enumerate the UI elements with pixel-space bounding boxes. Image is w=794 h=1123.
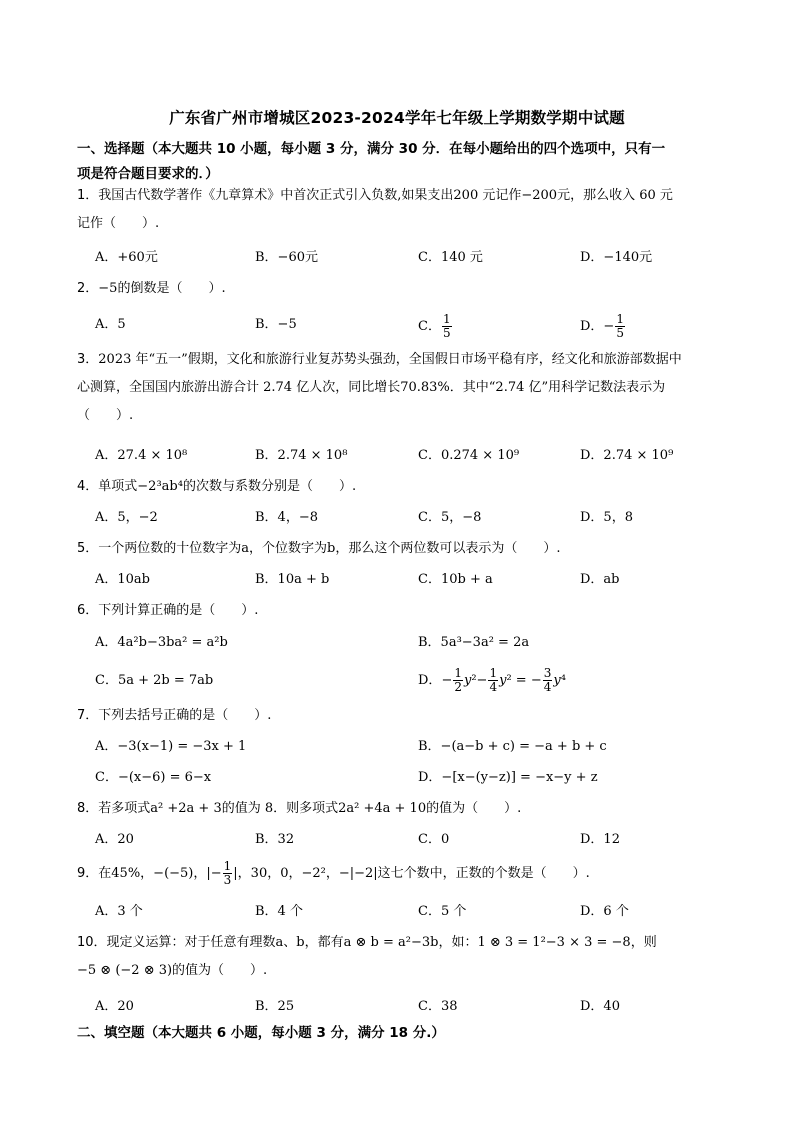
option-c[interactable]: C．0.274 × 10⁹ bbox=[418, 448, 520, 463]
fraction-one-fifth: $\frac{1}{5}$ bbox=[442, 312, 451, 340]
question-number: 1． bbox=[77, 188, 99, 203]
option-a[interactable]: A．20 bbox=[95, 832, 134, 847]
section-heading-fill-in: 二、填空题（本大题共 6 小题，每小题 3 分，满分 18 分.） bbox=[77, 1025, 445, 1041]
section-heading-line-1: 一、选择题（本大题共 10 小题，每小题 3 分，满分 30 分．在每小题给出的四个选项中，只有一 bbox=[77, 141, 666, 157]
question-number: 5． bbox=[77, 541, 99, 556]
question-number: 9． bbox=[77, 866, 99, 881]
question-5 bbox=[77, 535, 745, 563]
option-b[interactable]: B．−60元 bbox=[255, 250, 318, 265]
option-d[interactable]: D．5，8 bbox=[580, 510, 633, 525]
page-title: 广东省广州市增城区2023-2024学年七年级上学期数学期中试题 bbox=[169, 109, 625, 127]
options-q2 bbox=[95, 312, 745, 340]
option-b[interactable]: B．5a³−3a² = 2a bbox=[418, 635, 530, 650]
question-text-line-2: −5 ⊗ (−2 ⊗ 3)的值为（ ）. bbox=[77, 963, 268, 978]
question-text-line-2: 心测算，全国国内旅游出游合计 2.74 亿人次，同比增长70.83%．其中“2.74 亿”用科学记数法表示为 bbox=[77, 380, 666, 395]
section-heading-line-2: 项是符合题目要求的．） bbox=[77, 166, 219, 182]
question-text: 2023 年“五一”假期，文化和旅游行业复苏势头强劲，全国假日市场平稳有序，经文化和旅游部数据中 bbox=[98, 352, 682, 367]
question-text: 单项式−2³ab⁴的次数与系数分别是（ ）. bbox=[98, 479, 357, 494]
options-q9 bbox=[95, 900, 745, 924]
fraction-one-fifth: $\frac{1}{5}$ bbox=[616, 312, 624, 340]
option-c[interactable]: C．5，−8 bbox=[418, 510, 482, 525]
option-b[interactable]: B．4，−8 bbox=[255, 510, 318, 525]
option-a[interactable]: A．−3(x−1) = −3x + 1 bbox=[95, 739, 247, 754]
question-8 bbox=[77, 795, 745, 823]
option-d[interactable]: D．− $\frac{1}{5}$ bbox=[580, 312, 624, 340]
option-c[interactable]: C．0 bbox=[418, 832, 450, 847]
option-d[interactable]: D．−[x−(y−z)] = −x−y + z bbox=[418, 770, 598, 785]
option-a[interactable]: A．20 bbox=[95, 999, 134, 1014]
options-q7-row-1 bbox=[95, 735, 745, 759]
question-text: 现定义运算：对于任意有理数a、b，都有a ⊗ b = a²−3b，如：1 ⊗ 3 = 1²−3 × 3 = −8，则 bbox=[106, 935, 657, 950]
question-6 bbox=[77, 597, 745, 625]
option-c[interactable]: C．10b + a bbox=[418, 572, 493, 587]
option-c[interactable]: C．5a + 2b = 7ab bbox=[95, 673, 214, 688]
option-b[interactable]: B．32 bbox=[255, 832, 295, 847]
question-1 bbox=[77, 182, 745, 238]
question-number: 6． bbox=[77, 603, 99, 618]
option-c[interactable]: C．5 个 bbox=[418, 904, 467, 919]
question-7 bbox=[77, 702, 745, 730]
question-text: −5的倒数是（ ）. bbox=[98, 281, 226, 296]
question-number: 3． bbox=[77, 352, 99, 367]
option-d[interactable]: D．− $\frac{1}{2}$ y²− $\frac{1}{4}$ y² = − $\frac{3}{4}$ y⁴ bbox=[418, 666, 566, 694]
option-a[interactable]: A．5 bbox=[95, 317, 126, 332]
options-q7-row-2 bbox=[95, 766, 745, 790]
options-q6-row-1 bbox=[95, 631, 745, 655]
option-a[interactable]: A．+60元 bbox=[95, 250, 158, 265]
question-text: 下列去括号正确的是（ ）. bbox=[98, 708, 272, 723]
option-b[interactable]: B．2.74 × 10⁸ bbox=[255, 448, 348, 463]
question-4 bbox=[77, 473, 745, 501]
question-2 bbox=[77, 275, 745, 303]
option-b[interactable]: B．25 bbox=[255, 999, 295, 1014]
option-c[interactable]: C．140 元 bbox=[418, 250, 483, 265]
question-9 bbox=[77, 860, 745, 888]
question-number: 7． bbox=[77, 708, 99, 723]
question-3 bbox=[77, 346, 745, 430]
question-number: 10． bbox=[77, 935, 107, 950]
options-q6-row-2 bbox=[95, 666, 745, 696]
options-q4 bbox=[95, 506, 745, 530]
question-text: 一个两位数的十位数字为a，个位数字为b，那么这个两位数可以表示为（ ）. bbox=[98, 541, 561, 556]
question-text: 我国古代数学著作《九章算术》中首次正式引入负数,如果支出200 元记作−200元，那么收入 60 元 bbox=[98, 188, 673, 203]
question-text: 若多项式a² +2a + 3的值为 8．则多项式2a² +4a + 10的值为（ ）. bbox=[98, 801, 522, 816]
option-b[interactable]: B．10a + b bbox=[255, 572, 330, 587]
question-number: 2． bbox=[77, 281, 99, 296]
question-10 bbox=[77, 929, 745, 985]
option-b[interactable]: B．−5 bbox=[255, 317, 297, 332]
options-q5 bbox=[95, 568, 745, 592]
option-c[interactable]: C．38 bbox=[418, 999, 458, 1014]
option-c[interactable]: C．−(x−6) = 6−x bbox=[95, 770, 212, 785]
question-text-line-2: 记作（ ）. bbox=[77, 216, 160, 231]
option-d[interactable]: D．6 个 bbox=[580, 904, 629, 919]
option-a[interactable]: A．4a²b−3ba² = a²b bbox=[95, 635, 228, 650]
option-d[interactable]: D．2.74 × 10⁹ bbox=[580, 448, 674, 463]
option-b[interactable]: B．4 个 bbox=[255, 904, 303, 919]
fraction-one-third: $\frac{1}{3}$ bbox=[223, 859, 232, 887]
option-d[interactable]: D．ab bbox=[580, 572, 620, 587]
question-text-cont: |，30，0，−2²，−|−2|这七个数中，正数的个数是（ ）. bbox=[233, 866, 590, 881]
options-q8 bbox=[95, 828, 745, 852]
option-d[interactable]: D．−140元 bbox=[580, 250, 653, 265]
option-a[interactable]: A．3 个 bbox=[95, 904, 143, 919]
option-a[interactable]: A．10ab bbox=[95, 572, 151, 587]
option-a[interactable]: A．5，−2 bbox=[95, 510, 158, 525]
options-q10 bbox=[95, 995, 745, 1019]
option-a[interactable]: A．27.4 × 10⁸ bbox=[95, 448, 188, 463]
question-number: 4． bbox=[77, 479, 99, 494]
option-d[interactable]: D．40 bbox=[580, 999, 620, 1014]
question-number: 8． bbox=[77, 801, 99, 816]
option-c[interactable]: C． $\frac{1}{5}$ bbox=[418, 312, 451, 340]
question-text: 在45%，−(−5)，|− bbox=[98, 866, 222, 881]
option-d[interactable]: D．12 bbox=[580, 832, 620, 847]
question-text-line-3: （ ）. bbox=[77, 408, 134, 423]
question-text: 下列计算正确的是（ ）. bbox=[98, 603, 259, 618]
options-q3 bbox=[95, 444, 745, 468]
options-q1 bbox=[95, 246, 745, 270]
section-heading-choice bbox=[77, 137, 757, 187]
option-b[interactable]: B．−(a−b + c) = −a + b + c bbox=[418, 739, 607, 754]
